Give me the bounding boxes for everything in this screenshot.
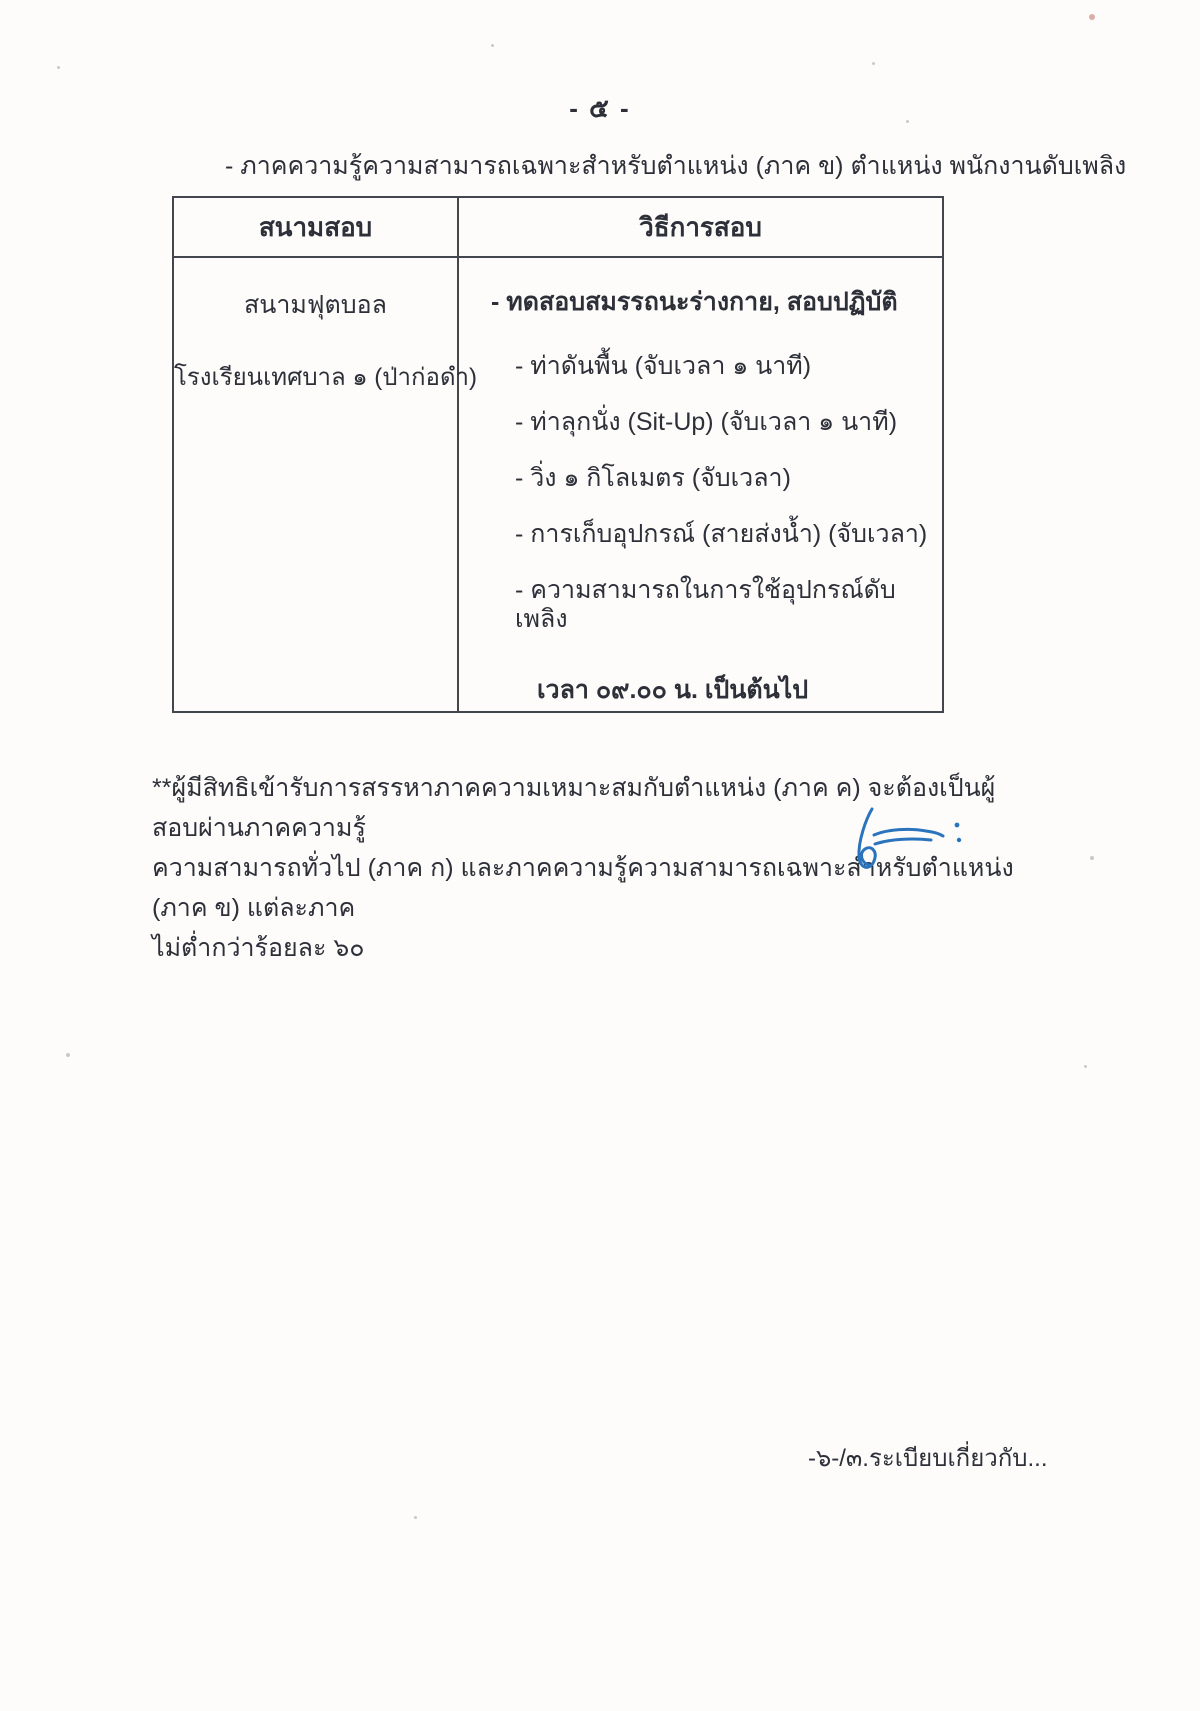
exam-schedule-table [172,196,944,713]
scan-speck [872,62,875,65]
note-line: ไม่ต่ำกว่าร้อยละ ๖๐ [152,934,365,962]
table-header-venue: สนามสอบ [174,198,459,258]
page-number: - ๕ - [569,93,631,123]
table-cell-method [459,258,942,711]
scan-speck [57,66,60,69]
note-line: ความสามารถทั่วไป (ภาค ก) และภาคความรู้ความสามารถเฉพาะสำหรับตำแหน่ง (ภาค ข) แต่ละภาค [152,854,1014,922]
venue-name: สนามฟุตบอล [243,291,387,319]
continuation-note: -๖-/๓.ระเบียบเกี่ยวกับ... [808,1445,1048,1472]
signature-ink [828,795,968,885]
scan-speck [491,44,494,47]
scan-speck [1090,856,1094,860]
method-item: - ความสามารถในการใช้อุปกรณ์ดับเพลิง [515,576,896,633]
note-line: **ผู้มีสิทธิเข้ารับการสรรหาภาคความเหมาะสมกับตำแหน่ง (ภาค ค) จะต้องเป็นผู้สอบผ่านภาคความรู้ [152,774,996,842]
scan-speck [414,1516,417,1519]
method-title: - ทดสอบสมรรถนะร่างกาย, สอบปฏิบัติ [491,288,898,316]
method-item: - การเก็บอุปกรณ์ (สายส่งน้ำ) (จับเวลา) [515,520,928,548]
method-item: - ท่าดันพื้น (จับเวลา ๑ นาที) [515,352,812,380]
venue-school: โรงเรียนเทศบาล ๑ (ป่าก่อดำ) [174,364,478,391]
table-header-method: วิธีการสอบ [459,198,942,258]
scan-speck [66,1053,70,1057]
method-item: - ท่าลุกนั่ง (Sit-Up) (จับเวลา ๑ นาที) [515,408,898,436]
method-item: - วิ่ง ๑ กิโลเมตร (จับเวลา) [515,464,791,492]
method-start-time: เวลา ๐๙.๐๐ น. เป็นต้นไป [537,676,809,704]
scan-speck [1089,14,1095,20]
section-heading: - ภาคความรู้ความสามารถเฉพาะสำหรับตำแหน่ง (ภาค ข) ตำแหน่ง พนักงานดับเพลิง [225,152,1127,180]
scan-speck [1084,1065,1087,1068]
table-cell-venue [174,258,478,711]
scan-speck [906,120,909,123]
